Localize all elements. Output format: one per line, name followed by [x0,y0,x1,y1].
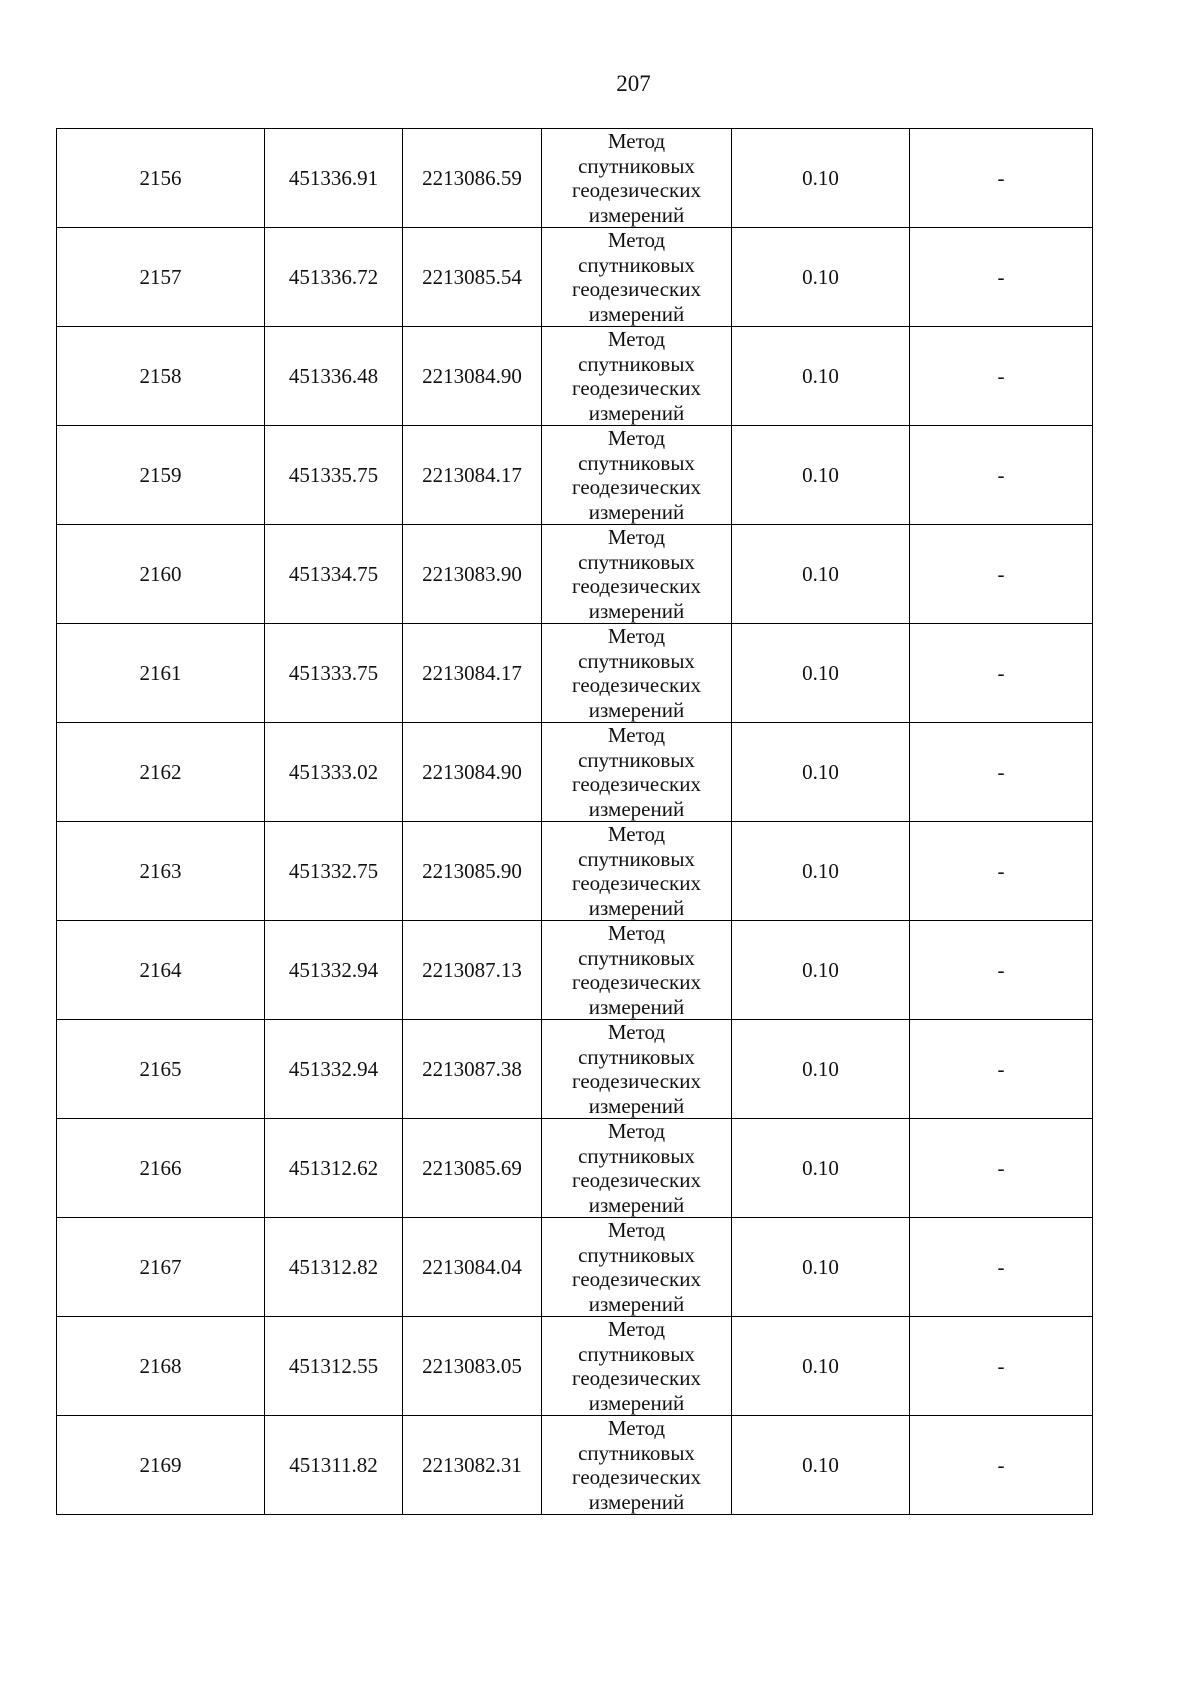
y-coordinate-cell: 2213084.04 [403,1218,542,1317]
method-line: спутниковых [578,1143,695,1168]
accuracy-cell: 0.10 [732,723,910,822]
point-number-cell: 2166 [57,1119,265,1218]
method-line: геодезических [571,970,701,994]
method-cell [542,1317,732,1416]
x-coordinate-cell: 451332.75 [265,822,403,921]
method-cell [542,1020,732,1119]
method-cell [542,426,732,525]
accuracy-cell: 0.10 [732,426,910,525]
x-coordinate-cell: 451334.75 [265,525,403,624]
method-line: Метод [607,822,666,846]
method-line: Метод [607,525,666,549]
accuracy-cell: 0.10 [732,525,910,624]
table-row [57,1317,1093,1416]
y-coordinate-cell: 2213087.13 [403,921,542,1020]
method-line: спутниковых [578,1242,695,1267]
method-line: Метод [607,129,666,153]
method-line: геодезических [571,1168,701,1192]
method-cell [542,1218,732,1317]
method-cell [542,1416,732,1515]
y-coordinate-cell: 2213084.17 [403,426,542,525]
method-line: спутниковых [578,1044,695,1069]
accuracy-cell: 0.10 [732,624,910,723]
x-coordinate-cell: 451312.55 [265,1317,403,1416]
method-cell [542,327,732,426]
note-cell: - [910,1317,1093,1416]
page-number: 207 [616,71,651,96]
note-cell: - [910,1119,1093,1218]
method-line: геодезических [571,277,701,301]
method-cell [542,525,732,624]
note-cell: - [910,525,1093,624]
method-line: спутниковых [578,1440,695,1465]
x-coordinate-cell: 451332.94 [265,921,403,1020]
x-coordinate-cell: 451332.94 [265,1020,403,1119]
method-line: спутниковых [578,1341,695,1366]
accuracy-cell: 0.10 [732,1416,910,1515]
method-line: спутниковых [578,747,695,772]
accuracy-cell: 0.10 [732,1119,910,1218]
method-line: спутниковых [578,945,695,970]
method-line: спутниковых [578,549,695,574]
method-line: спутниковых [578,351,695,376]
method-line: измерений [588,301,685,326]
method-line: Метод [607,723,666,747]
method-line: геодезических [571,376,701,400]
y-coordinate-cell: 2213085.90 [403,822,542,921]
note-cell: - [910,327,1093,426]
method-line: Метод [607,1119,666,1143]
point-number-cell: 2165 [57,1020,265,1119]
table-row [57,723,1093,822]
note-cell: - [910,129,1093,228]
note-cell: - [910,624,1093,723]
table-row [57,327,1093,426]
note-cell: - [910,723,1093,822]
method-cell [542,921,732,1020]
table-row [57,129,1093,228]
coordinates-table-body [57,129,1093,1515]
method-line: измерений [588,994,685,1019]
y-coordinate-cell: 2213083.05 [403,1317,542,1416]
x-coordinate-cell: 451336.91 [265,129,403,228]
y-coordinate-cell: 2213084.90 [403,327,542,426]
method-line: Метод [607,228,666,252]
method-line: измерений [588,1093,685,1118]
method-cell [542,1119,732,1218]
y-coordinate-cell: 2213084.90 [403,723,542,822]
x-coordinate-cell: 451333.02 [265,723,403,822]
coordinates-table [56,128,1093,1515]
x-coordinate-cell: 451311.82 [265,1416,403,1515]
method-line: геодезических [571,574,701,598]
method-line: измерений [588,202,685,227]
method-line: спутниковых [578,846,695,871]
point-number-cell: 2159 [57,426,265,525]
method-line: геодезических [571,475,701,499]
method-line: геодезических [571,772,701,796]
point-number-cell: 2164 [57,921,265,1020]
accuracy-cell: 0.10 [732,921,910,1020]
accuracy-cell: 0.10 [732,228,910,327]
method-line: измерений [588,697,685,722]
method-cell [542,822,732,921]
method-line: Метод [607,1218,666,1242]
table-row [57,426,1093,525]
note-cell: - [910,1416,1093,1515]
method-line: Метод [607,624,666,648]
table-row [57,1416,1093,1515]
method-line: измерений [588,598,685,623]
method-cell [542,129,732,228]
table-row [57,822,1093,921]
method-line: измерений [588,796,685,821]
accuracy-cell: 0.10 [732,327,910,426]
method-line: спутниковых [578,252,695,277]
table-row [57,1119,1093,1218]
y-coordinate-cell: 2213085.54 [403,228,542,327]
accuracy-cell: 0.10 [732,129,910,228]
method-line: измерений [588,1192,685,1217]
method-line: геодезических [571,1366,701,1390]
method-line: измерений [588,1489,685,1514]
point-number-cell: 2162 [57,723,265,822]
point-number-cell: 2167 [57,1218,265,1317]
method-line: спутниковых [578,450,695,475]
note-cell: - [910,1218,1093,1317]
method-line: Метод [607,327,666,351]
y-coordinate-cell: 2213084.17 [403,624,542,723]
method-cell [542,228,732,327]
method-line: спутниковых [578,648,695,673]
method-line: измерений [588,1390,685,1415]
table-row [57,1020,1093,1119]
method-line: геодезических [571,673,701,697]
accuracy-cell: 0.10 [732,1218,910,1317]
y-coordinate-cell: 2213086.59 [403,129,542,228]
method-line: Метод [607,1416,666,1440]
point-number-cell: 2169 [57,1416,265,1515]
x-coordinate-cell: 451312.62 [265,1119,403,1218]
method-cell [542,723,732,822]
y-coordinate-cell: 2213083.90 [403,525,542,624]
point-number-cell: 2163 [57,822,265,921]
y-coordinate-cell: 2213085.69 [403,1119,542,1218]
note-cell: - [910,921,1093,1020]
y-coordinate-cell: 2213082.31 [403,1416,542,1515]
x-coordinate-cell: 451333.75 [265,624,403,723]
point-number-cell: 2156 [57,129,265,228]
method-line: Метод [607,921,666,945]
y-coordinate-cell: 2213087.38 [403,1020,542,1119]
method-line: геодезических [571,178,701,202]
table-row [57,1218,1093,1317]
method-line: измерений [588,400,685,425]
point-number-cell: 2158 [57,327,265,426]
point-number-cell: 2161 [57,624,265,723]
note-cell: - [910,228,1093,327]
x-coordinate-cell: 451336.48 [265,327,403,426]
accuracy-cell: 0.10 [732,1317,910,1416]
note-cell: - [910,426,1093,525]
method-line: Метод [607,1317,666,1341]
table-row [57,921,1093,1020]
method-line: геодезических [571,1069,701,1093]
method-line: геодезических [571,1465,701,1489]
x-coordinate-cell: 451335.75 [265,426,403,525]
method-line: геодезических [571,871,701,895]
accuracy-cell: 0.10 [732,1020,910,1119]
method-line: Метод [607,426,666,450]
note-cell: - [910,822,1093,921]
method-cell [542,624,732,723]
x-coordinate-cell: 451336.72 [265,228,403,327]
method-line: измерений [588,1291,685,1316]
method-line: спутниковых [578,153,695,178]
table-row [57,525,1093,624]
method-line: геодезических [571,1267,701,1291]
point-number-cell: 2157 [57,228,265,327]
point-number-cell: 2160 [57,525,265,624]
table-row [57,228,1093,327]
table-row [57,624,1093,723]
accuracy-cell: 0.10 [732,822,910,921]
method-line: Метод [607,1020,666,1044]
note-cell: - [910,1020,1093,1119]
x-coordinate-cell: 451312.82 [265,1218,403,1317]
method-line: измерений [588,499,685,524]
method-line: измерений [588,895,685,920]
point-number-cell: 2168 [57,1317,265,1416]
